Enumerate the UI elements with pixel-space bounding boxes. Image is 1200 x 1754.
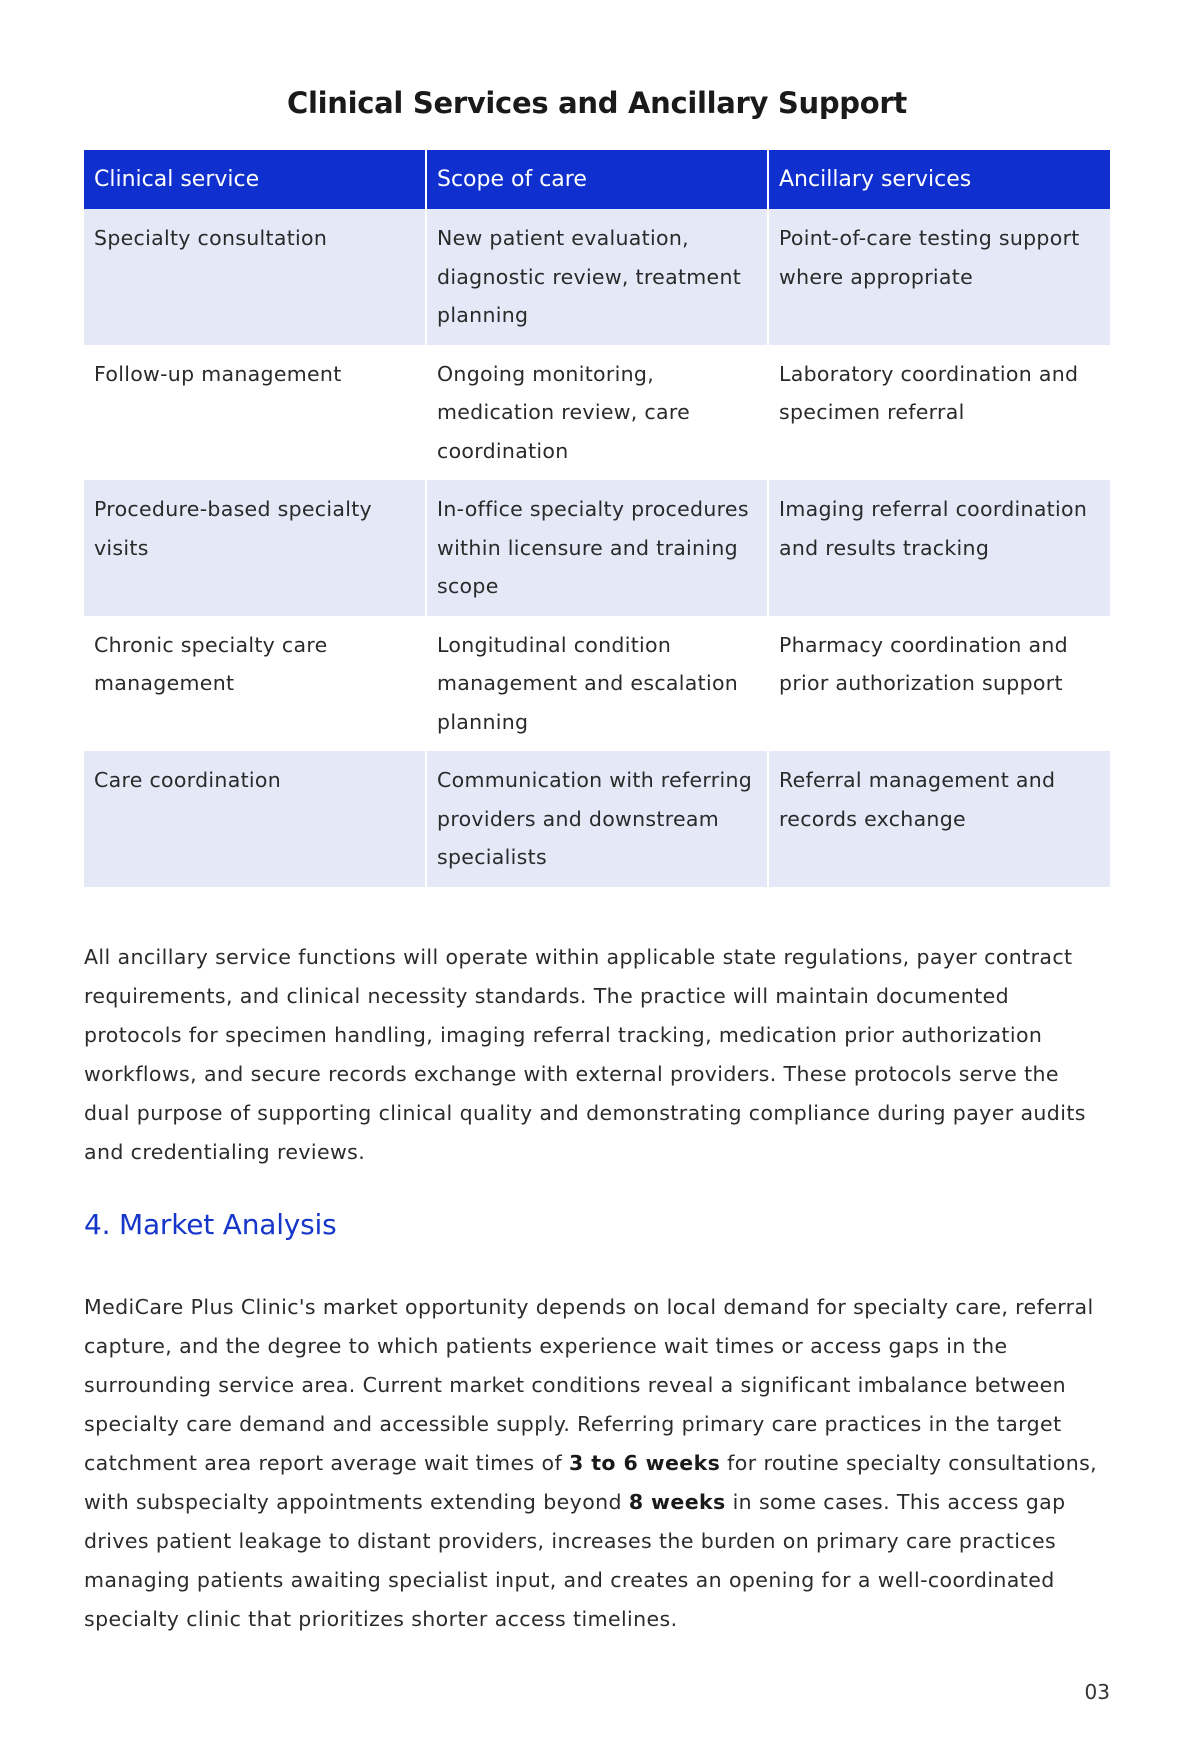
header-ancillary-services: Ancillary services xyxy=(768,150,1110,209)
table-row xyxy=(84,480,1110,616)
table-row xyxy=(84,751,1110,887)
subspecialty-wait-emphasis: 8 weeks xyxy=(628,1490,726,1514)
wait-times-emphasis: 3 to 6 weeks xyxy=(569,1451,721,1475)
table-row xyxy=(84,209,1110,345)
page-number: 03 xyxy=(1084,1680,1110,1704)
table-cell: Follow-up management xyxy=(84,345,426,481)
table-title: Clinical Services and Ancillary Support xyxy=(287,86,907,120)
market-paragraph xyxy=(84,1288,1110,1639)
table-row xyxy=(84,345,1110,481)
table-cell: Longitudinal condition management and escalation planning xyxy=(426,616,768,752)
table-cell: Procedure-based specialty visits xyxy=(84,480,426,616)
market-text-3: in some cases. This access gap drives patient leakage to distant providers, increases the burden on primary care practices managing patients awaiting specialist input, and creates an opening for a well-coordinated specialty clinic that prioritizes shorter access timelines. xyxy=(84,1490,1066,1631)
table-cell: Ongoing monitoring, medication review, care coordination xyxy=(426,345,768,481)
header-scope-of-care: Scope of care xyxy=(426,150,768,209)
market-text-1: MediCare Plus Clinic's market opportunity depends on local demand for specialty care, referral capture, and the degree to which patients experience wait times or access gaps in the surrounding service area. Current market conditions reveal a significant imbalance between specialty care demand and accessible supply. Referring primary care practices in the target catchment area report average wait times of xyxy=(84,1295,1094,1475)
table-cell: Care coordination xyxy=(84,751,426,887)
table-cell: New patient evaluation, diagnostic review, treatment planning xyxy=(426,209,768,345)
table-cell: Communication with referring providers and downstream specialists xyxy=(426,751,768,887)
market-text-2: for routine specialty consultations, with subspecialty appointments extending beyond xyxy=(84,1451,1098,1514)
table-cell: Laboratory coordination and specimen referral xyxy=(768,345,1110,481)
header-clinical-service: Clinical service xyxy=(84,150,426,209)
table-cell: Point-of-care testing support where appropriate xyxy=(768,209,1110,345)
table-cell: Pharmacy coordination and prior authorization support xyxy=(768,616,1110,752)
table-cell: Chronic specialty care management xyxy=(84,616,426,752)
table-cell: Referral management and records exchange xyxy=(768,751,1110,887)
table-row xyxy=(84,616,1110,752)
ancillary-paragraph: All ancillary service functions will operate within applicable state regulations, payer contract requirements, and clinical necessity standards. The practice will maintain documented protocols for specimen handling, imaging referral tracking, medication prior authorization workflows, and secure records exchange with external providers. These protocols serve the dual purpose of supporting clinical quality and demonstrating compliance during payer audits and credentialing reviews. xyxy=(84,945,1086,1164)
table-cell: Imaging referral coordination and results tracking xyxy=(768,480,1110,616)
table-header-row xyxy=(84,150,1110,209)
table-cell: Specialty consultation xyxy=(84,209,426,345)
table-cell: In-office specialty procedures within licensure and training scope xyxy=(426,480,768,616)
clinical-services-table xyxy=(84,150,1110,887)
section-heading: 4. Market Analysis xyxy=(84,1208,337,1241)
